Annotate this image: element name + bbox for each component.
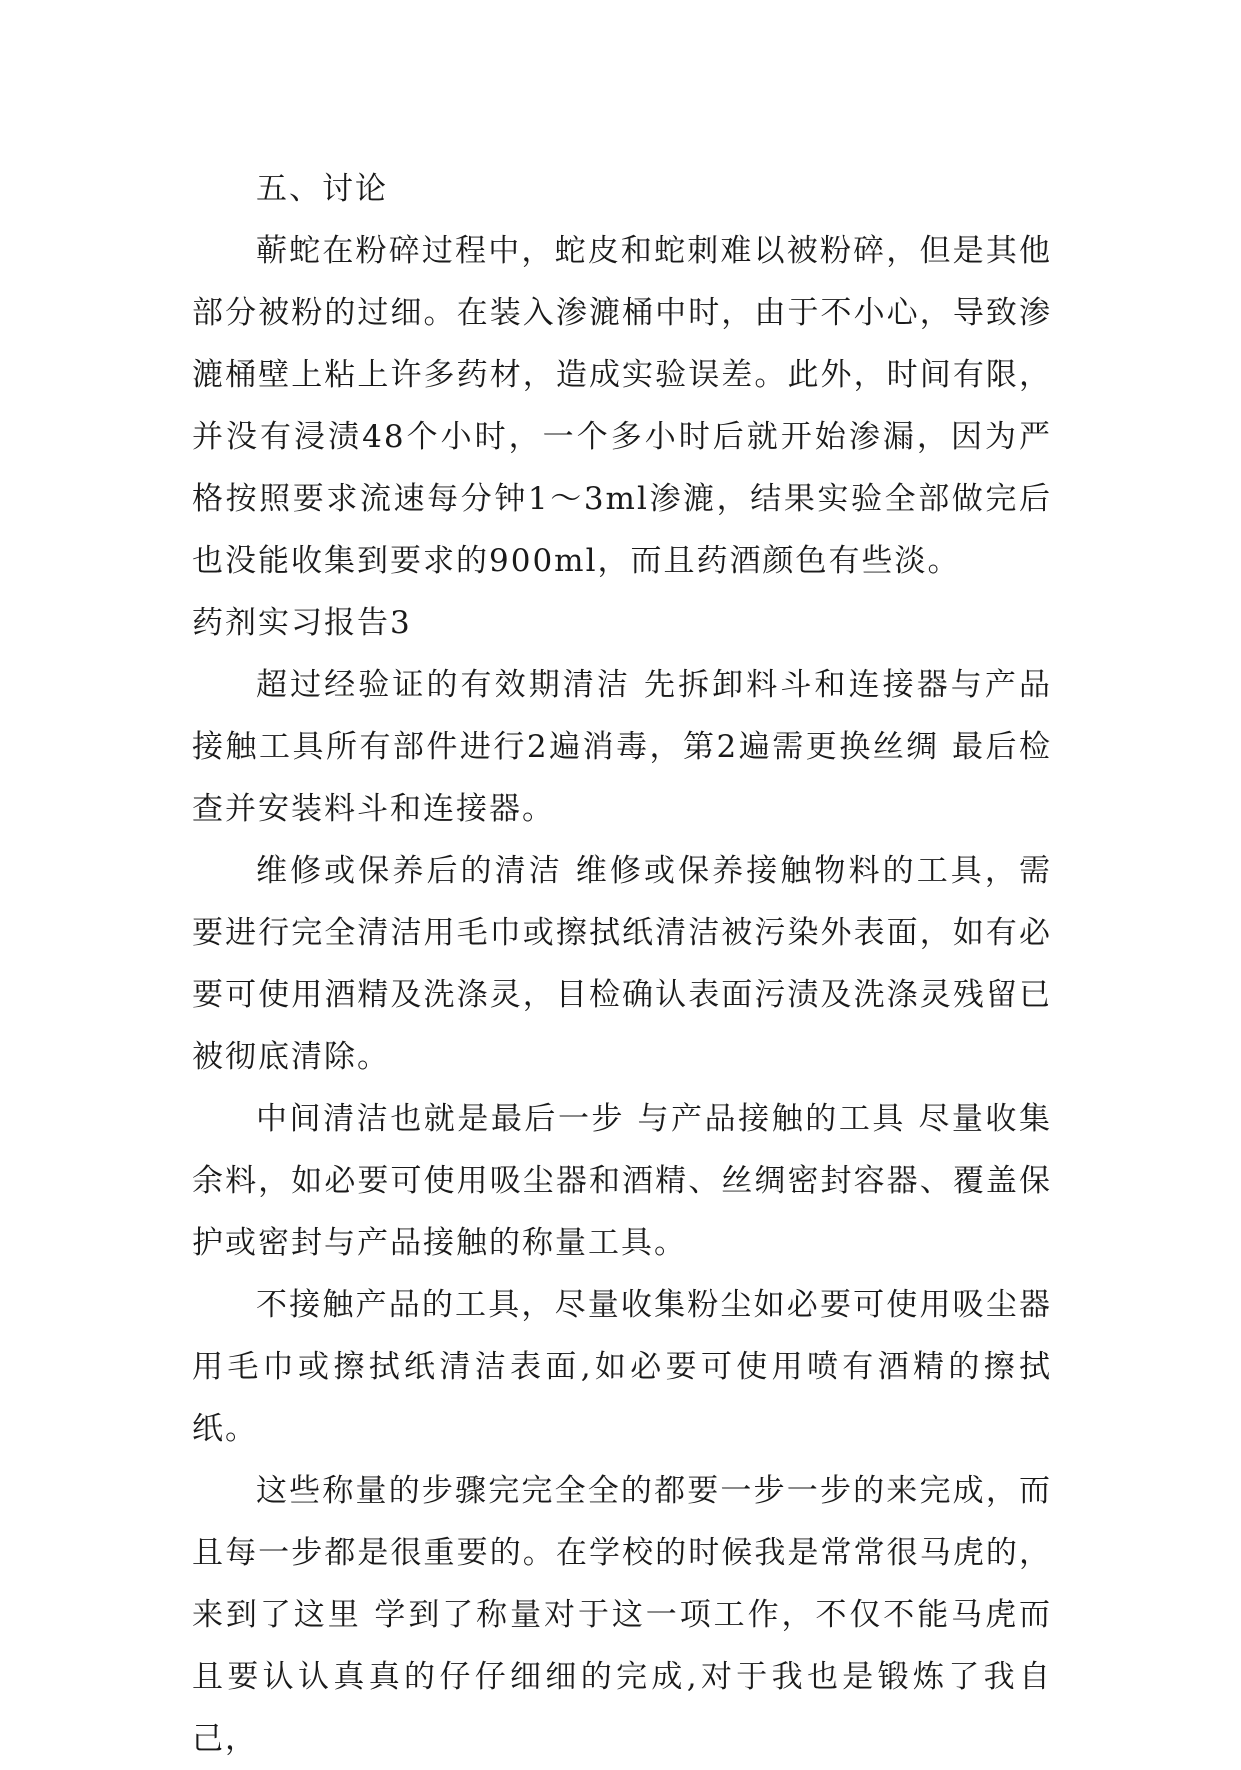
discussion-paragraph: 蕲蛇在粉碎过程中，蛇皮和蛇刺难以被粉碎，但是其他部分被粉的过细。在装入渗漉桶中时，由于不小心，导致渗漉桶壁上粘上许多药材，造成实验误差。此外，时间有限，并没有浸渍48个小时，一个多小时后就开始渗漏，因为严格按照要求流速每分钟1～3ml渗漉，结果实验全部做完后也没能收集到要求的900ml，而且药酒颜色有些淡。 (192, 233, 1052, 579)
paragraph-cleaning-expired: 超过经验证的有效期清洁 先拆卸料斗和连接器与产品接触工具所有部件进行2遍消毒，第2遍需更换丝绸 最后检查并安装料斗和连接器。 (192, 667, 1052, 827)
report-title: 药剂实习报告3 (192, 605, 412, 641)
document-body (192, 158, 1052, 1770)
paragraph-cleaning-maintenance: 维修或保养后的清洁 维修或保养接触物料的工具，需要进行完全清洁用毛巾或擦拭纸清洁被污染外表面，如有必要可使用酒精及洗涤灵，目检确认表面污渍及洗涤灵残留已被彻底清除。 (192, 853, 1052, 1075)
section-heading: 五、讨论 (256, 171, 388, 207)
paragraph-reflection: 这些称量的步骤完完全全的都要一步一步的来完成，而且每一步都是很重要的。在学校的时候我是常常很马虎的，来到了这里 学到了称量对于这一项工作，不仅不能马虎而且要认认真真的仔仔细细的完成,对于我也是锻炼了我自己， (192, 1473, 1052, 1757)
paragraph-non-contact-tools: 不接触产品的工具，尽量收集粉尘如必要可使用吸尘器用毛巾或擦拭纸清洁表面,如必要可使用喷有酒精的擦拭纸。 (192, 1287, 1052, 1447)
paragraph-cleaning-intermediate: 中间清洁也就是最后一步 与产品接触的工具 尽量收集余料，如必要可使用吸尘器和酒精、丝绸密封容器、覆盖保护或密封与产品接触的称量工具。 (192, 1101, 1052, 1261)
